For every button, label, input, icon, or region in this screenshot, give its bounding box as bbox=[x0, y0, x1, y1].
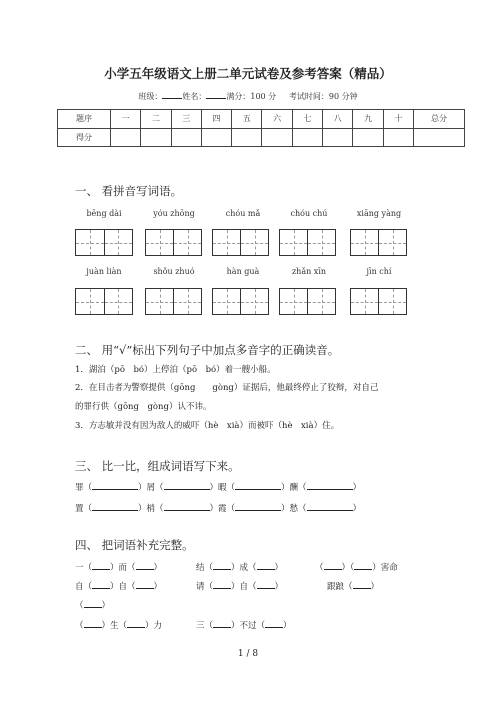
pinyin: chóu mǎ bbox=[225, 209, 261, 218]
score-header-cell: 九 bbox=[353, 110, 383, 129]
answer-blank[interactable] bbox=[164, 502, 210, 511]
score-header-cell: 一 bbox=[111, 110, 141, 129]
score-header-cell: 总分 bbox=[414, 110, 465, 129]
answer-blank[interactable] bbox=[84, 599, 102, 608]
section4-heading: 四、 把词语补充完整。 bbox=[75, 538, 194, 552]
pinyin: bēng dài bbox=[86, 209, 122, 218]
answer-blank[interactable] bbox=[164, 481, 210, 490]
idiom-item: 结（ ）成（ ） bbox=[196, 563, 284, 573]
writing-grid[interactable] bbox=[279, 229, 336, 256]
char-suffix: ） bbox=[352, 504, 362, 514]
answer-blank[interactable] bbox=[136, 561, 154, 570]
answer-blank[interactable] bbox=[213, 580, 231, 589]
compare-row bbox=[75, 481, 361, 493]
score-row bbox=[58, 128, 465, 147]
score-header-cell: 四 bbox=[201, 110, 231, 129]
char-prefix: ）酬（ bbox=[281, 483, 307, 493]
answer-blank[interactable] bbox=[257, 580, 275, 589]
section3-heading: 三、 比一比，组成词语写下来。 bbox=[75, 459, 240, 473]
char-prefix: ）屑（ bbox=[138, 483, 164, 493]
pinyin: zhǎn xīn bbox=[291, 267, 327, 276]
idiom-item: 请（ ）自（ ） bbox=[196, 582, 284, 592]
answer-blank[interactable] bbox=[235, 481, 281, 490]
answer-blank[interactable] bbox=[307, 502, 353, 511]
page-title: 小学五年级语文上册二单元试卷及参考答案（精品） bbox=[104, 66, 392, 81]
answer-blank[interactable] bbox=[354, 561, 372, 570]
score-cell[interactable] bbox=[171, 128, 201, 147]
question-line: 2．在目击者为警察提供（gōng gòng）证据后，他最终停止了狡辩，对自己 bbox=[75, 383, 379, 393]
score-cell[interactable] bbox=[414, 128, 465, 147]
score-cell[interactable] bbox=[353, 128, 383, 147]
section2-heading: 二、 用“√”标出下列句子中加点多音字的正确读音。 bbox=[75, 343, 340, 357]
pinyin: shǒu zhuó bbox=[153, 267, 195, 276]
question-line: 的罪行供（gōng gòng）认不讳。 bbox=[75, 402, 212, 412]
full-score: 满分：100 分 bbox=[226, 92, 277, 101]
char-prefix: ）梢（ bbox=[138, 504, 164, 514]
idiom-item: 一（ ）而（ ） bbox=[75, 563, 163, 573]
score-header-row bbox=[58, 110, 465, 129]
answer-blank[interactable] bbox=[324, 561, 342, 570]
answer-blank[interactable] bbox=[127, 619, 145, 628]
answer-blank[interactable] bbox=[307, 481, 353, 490]
score-header-cell: 五 bbox=[232, 110, 262, 129]
writing-grid[interactable] bbox=[350, 229, 407, 256]
question-line: 1．湖泊（pō bó）上停泊（pō bó）着一艘小船。 bbox=[75, 365, 276, 375]
score-header-cell: 二 bbox=[141, 110, 171, 129]
idiom-item: （ ） bbox=[75, 601, 111, 611]
writing-grid[interactable] bbox=[75, 229, 133, 256]
answer-blank[interactable] bbox=[353, 580, 371, 589]
pinyin: hàn guà bbox=[226, 267, 260, 276]
idiom-item: （ ）生（ ）力 bbox=[75, 621, 163, 631]
writing-grid[interactable] bbox=[279, 288, 336, 315]
answer-blank[interactable] bbox=[92, 481, 138, 490]
score-cell[interactable] bbox=[323, 128, 353, 147]
page-number: 1 / 8 bbox=[237, 649, 259, 659]
char-prefix: 置（ bbox=[75, 504, 93, 514]
answer-blank[interactable] bbox=[257, 561, 275, 570]
score-header-cell: 三 bbox=[171, 110, 201, 129]
char-prefix: ）霞（ bbox=[209, 504, 236, 514]
char-suffix: ） bbox=[352, 483, 362, 493]
score-cell[interactable] bbox=[292, 128, 322, 147]
pinyin: xiāng yàng bbox=[356, 209, 402, 218]
answer-blank[interactable] bbox=[92, 502, 138, 511]
exam-time: 考试时间：90 分钟 bbox=[288, 92, 358, 101]
writing-grid[interactable] bbox=[350, 288, 407, 315]
answer-blank[interactable] bbox=[213, 561, 231, 570]
answer-blank[interactable] bbox=[265, 619, 283, 628]
score-header-cell: 十 bbox=[383, 110, 413, 129]
char-prefix: 罪（ bbox=[75, 483, 93, 493]
idiom-item: 跟踉（ ） bbox=[327, 582, 380, 592]
pinyin: juàn liàn bbox=[86, 267, 122, 276]
section1-heading: 一、 看拼音写词语。 bbox=[75, 184, 183, 198]
exam-info bbox=[0, 90, 496, 102]
compare-row bbox=[75, 502, 361, 514]
writing-grid[interactable] bbox=[75, 288, 133, 315]
question-line: 3．方志敏并没有因为敌人的威吓（hè xià）而被吓（hè xià）住。 bbox=[75, 421, 340, 431]
class-label: 班级： bbox=[138, 92, 163, 101]
score-table bbox=[57, 109, 465, 147]
answer-blank[interactable] bbox=[235, 502, 281, 511]
score-header-cell: 题序 bbox=[58, 110, 111, 129]
pinyin: yóu zhōng bbox=[153, 209, 195, 218]
score-row-label: 得分 bbox=[58, 128, 111, 147]
pinyin: jīn chí bbox=[366, 267, 392, 276]
writing-grid[interactable] bbox=[145, 229, 202, 256]
score-header-cell: 六 bbox=[262, 110, 292, 129]
writing-grid[interactable] bbox=[212, 288, 269, 315]
answer-blank[interactable] bbox=[92, 580, 110, 589]
name-label: 姓名： bbox=[182, 92, 207, 101]
answer-blank[interactable] bbox=[136, 580, 154, 589]
name-blank[interactable] bbox=[206, 90, 226, 99]
char-prefix: ）愁（ bbox=[281, 504, 307, 514]
answer-blank[interactable] bbox=[84, 619, 102, 628]
score-header-cell: 七 bbox=[292, 110, 322, 129]
idiom-item: （ ）（ ）害命 bbox=[315, 563, 398, 573]
writing-grid[interactable] bbox=[145, 288, 202, 315]
class-blank[interactable] bbox=[162, 90, 182, 99]
score-cell[interactable] bbox=[141, 128, 171, 147]
answer-blank[interactable] bbox=[213, 619, 231, 628]
score-cell[interactable] bbox=[383, 128, 413, 147]
idiom-item: 自（ ）自（ ） bbox=[75, 582, 163, 592]
score-header-cell: 八 bbox=[323, 110, 353, 129]
score-cell[interactable] bbox=[201, 128, 231, 147]
answer-blank[interactable] bbox=[92, 561, 110, 570]
idiom-item: 三（ ）不过（ ） bbox=[196, 621, 292, 631]
pinyin: chóu chú bbox=[290, 209, 328, 218]
score-cell[interactable] bbox=[232, 128, 262, 147]
score-cell[interactable] bbox=[111, 128, 141, 147]
writing-grid[interactable] bbox=[212, 229, 269, 256]
char-prefix: ）暇（ bbox=[209, 483, 236, 493]
score-cell[interactable] bbox=[262, 128, 292, 147]
